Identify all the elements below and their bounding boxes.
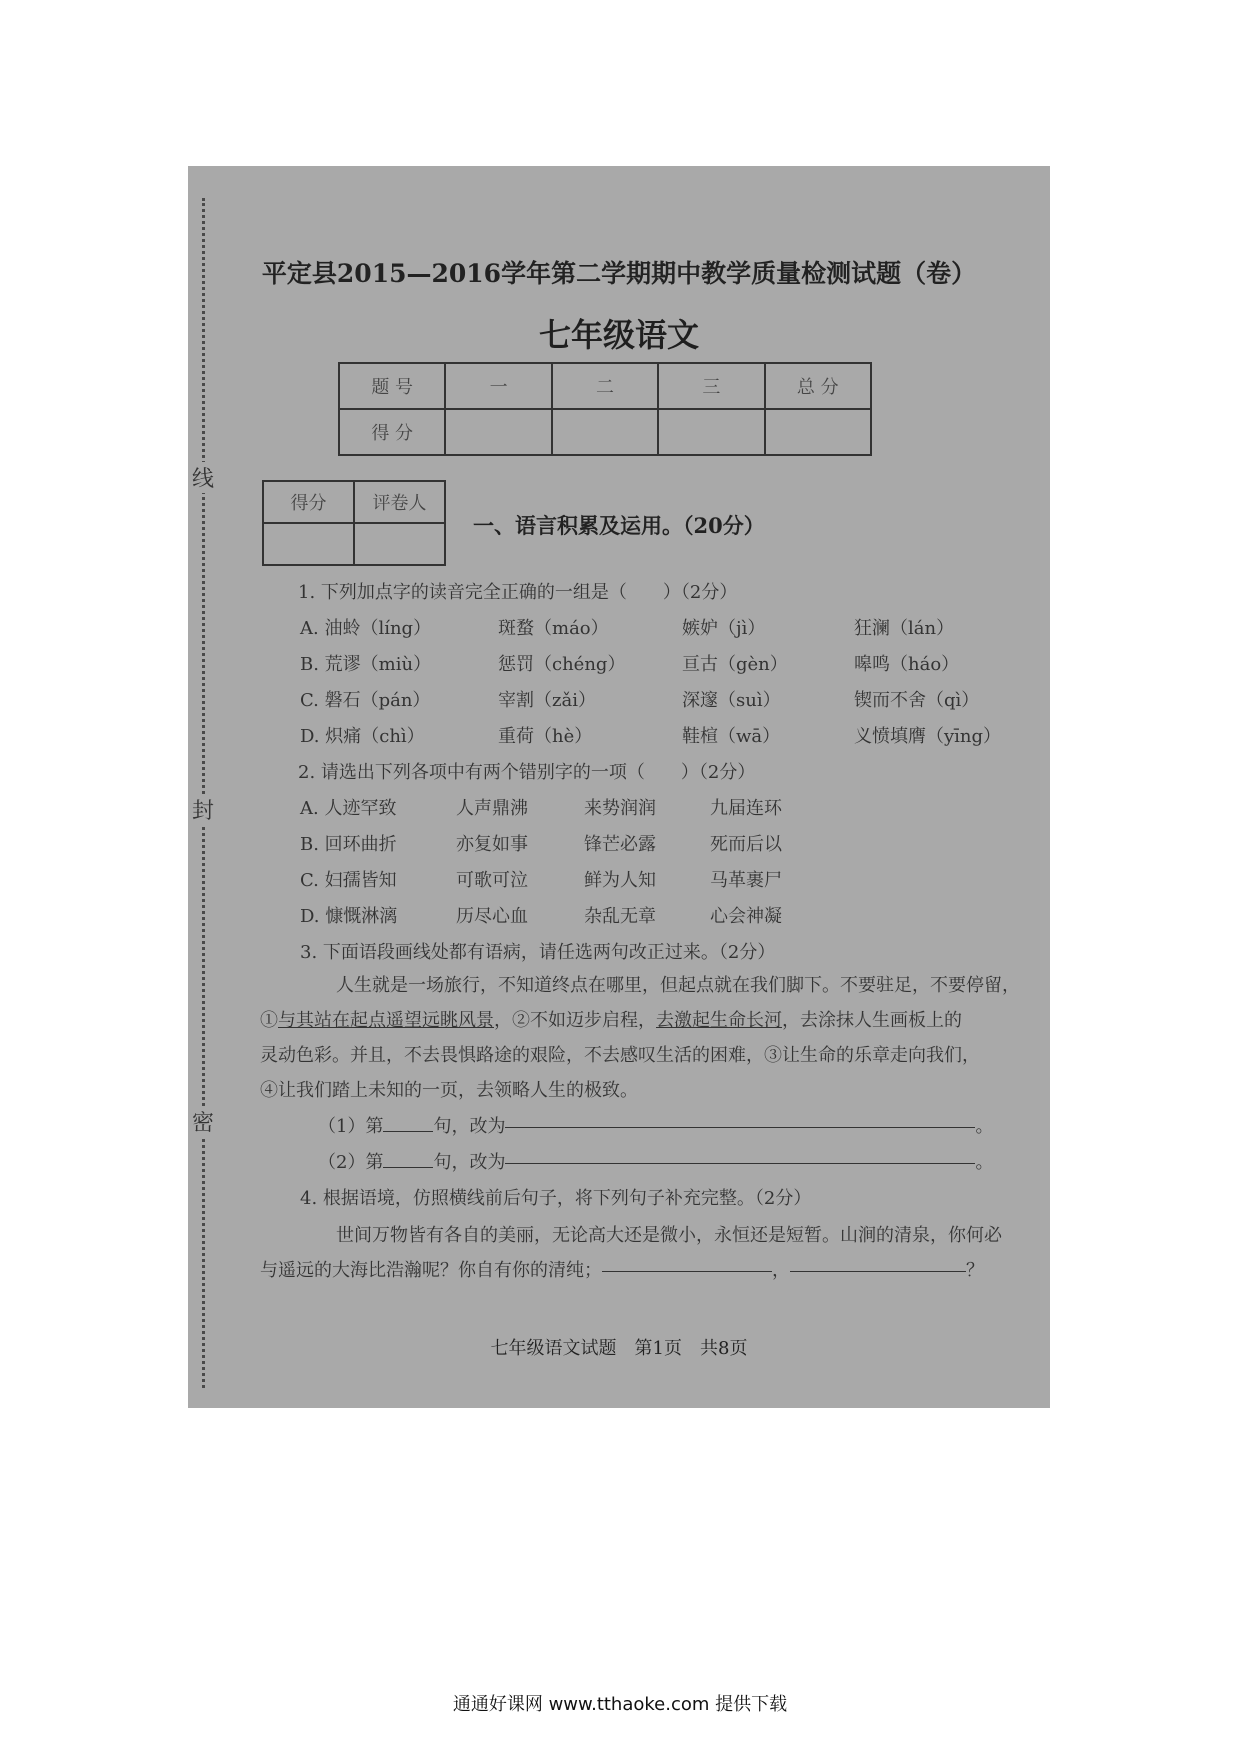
q2-option: 锋芒必露 [584,834,656,855]
q2-stem: 2. 请选出下列各项中有两个错别字的一项（ ）（2分） [298,762,756,783]
q3-text-3: ，去涂抹人生画板上的 [782,1010,962,1031]
score-cell [765,409,871,455]
q1-option: A. 油蛉（líng） [300,618,432,639]
q1-option: 嫉妒（jì） [682,618,766,639]
side-mark-xian: 线 [190,462,216,493]
q1-option: B. 荒谬（miù） [300,654,432,675]
q3-underlined-1: 与其站在起点遥望远眺风景 [278,1010,494,1031]
side-mark-feng: 封 [190,794,216,825]
score-header-cell: 总 分 [765,363,871,409]
answer-line[interactable] [790,1270,966,1272]
q1-option: 斑蝥（máo） [498,618,609,639]
q1-option: 嗥鸣（háo） [854,654,960,675]
q3-line-3: 灵动色彩。并且，不去畏惧路途的艰险，不去感叹生活的困难，③让生命的乐章走向我们， [260,1045,980,1066]
q2-option: B. 回环曲折 [300,834,397,855]
q3-line-4: ④让我们踏上未知的一页，去领略人生的极致。 [260,1080,638,1101]
grader-score-label: 得分 [263,481,354,523]
grader-name-label: 评卷人 [354,481,445,523]
q4-line-1: 世间万物皆有各自的美丽，无论高大还是微小，永恒还是短暂。山涧的清泉，你何必 [336,1225,1002,1246]
score-table-header-row [339,363,871,409]
q2-option: A. 人迹罕致 [300,798,397,819]
answer-blank[interactable] [383,1166,433,1168]
q2-option: 历尽心血 [456,906,528,927]
score-table [338,362,872,456]
q4-stem: 4. 根据语境，仿照横线前后句子，将下列句子补充完整。（2分） [300,1188,812,1209]
q1-option: 狂澜（lán） [854,618,955,639]
answer-blank[interactable] [383,1130,433,1132]
q2-option: 杂乱无章 [584,906,656,927]
grader-name-cell [354,523,445,565]
q2-option: 马革裹尸 [710,870,782,891]
q1-stem: 1. 下列加点字的读音完全正确的一组是（ ）（2分） [298,582,738,603]
q2-option: C. 妇孺皆知 [300,870,397,891]
q4-passage [260,1218,1020,1288]
answer-line[interactable] [602,1270,772,1272]
q1-option: 亘古（gèn） [682,654,788,675]
q3-stem: 3. 下面语段画线处都有语病，请任选两句改正过来。（2分） [300,942,776,963]
score-cell [552,409,658,455]
q1-option: 义愤填膺（yīng） [854,726,1002,747]
q3-line-1: 人生就是一场旅行，不知道终点在哪里，但起点就在我们脚下。不要驻足，不要停留， [336,975,1020,996]
score-table-score-row [339,409,871,455]
q1-option: C. 磐石（pán） [300,690,431,711]
exam-title: 平定县2015—2016学年第二学期期中教学质量检测试题（卷） [261,259,977,288]
score-row-label: 得 分 [339,409,445,455]
binding-dotted-line [202,198,205,1388]
q2-option: 九届连环 [710,798,782,819]
q3-answer-2: （2）第 句，改为 。 [318,1152,994,1173]
score-header-cell: 题 号 [339,363,445,409]
q1-option: 惩罚（chéng） [498,654,626,675]
website-footer: 通通好课网 www.tthaoke.com 提供下载 [452,1694,788,1715]
score-cell [658,409,764,455]
page-footer: 七年级语文试题 第1页 共8页 [490,1338,748,1359]
q1-option: 锲而不舍（qì） [854,690,980,711]
q2-option: 鲜为人知 [584,870,656,891]
section-1-title: 一、语言积累及运用。（20分） [473,513,765,538]
score-header-cell: 三 [658,363,764,409]
grader-table [262,480,446,566]
q3-underlined-2: 去激起生命长河 [656,1010,782,1031]
exam-page-photo [188,166,1050,1408]
q4-line-2: 与遥远的大海比浩瀚呢？你自有你的清纯； ， ？ [260,1260,984,1281]
q2-option: 死而后以 [710,834,782,855]
grader-score-cell [263,523,354,565]
q2-option: 可歌可泣 [456,870,528,891]
q1-option: D. 炽痛（chì） [300,726,425,747]
q2-option: 心会神凝 [710,906,782,927]
score-header-cell: 二 [552,363,658,409]
q2-option: 人声鼎沸 [456,798,528,819]
answer-line[interactable] [505,1126,975,1128]
q1-option: 重荷（hè） [498,726,593,747]
q3-line-2 [260,1003,1020,1038]
score-header-cell: 一 [445,363,551,409]
q3-answer-1: （1）第 句，改为 。 [318,1116,994,1137]
q3-circle-1: ① [260,1010,278,1031]
score-cell [445,409,551,455]
q1-option: 深邃（suì） [682,690,781,711]
q3-text-2: ，②不如迈步启程， [494,1010,656,1031]
q3-passage [260,968,1020,1108]
q1-option: 宰割（zǎi） [498,690,596,711]
side-mark-mi: 密 [190,1106,216,1137]
q2-option: 亦复如事 [456,834,528,855]
q2-option: 来势润润 [584,798,656,819]
q2-option: D. 慷慨淋漓 [300,906,398,927]
q1-option: 鞋楦（wā） [682,726,781,747]
answer-line[interactable] [505,1162,975,1164]
exam-subtitle: 七年级语文 [538,316,699,354]
